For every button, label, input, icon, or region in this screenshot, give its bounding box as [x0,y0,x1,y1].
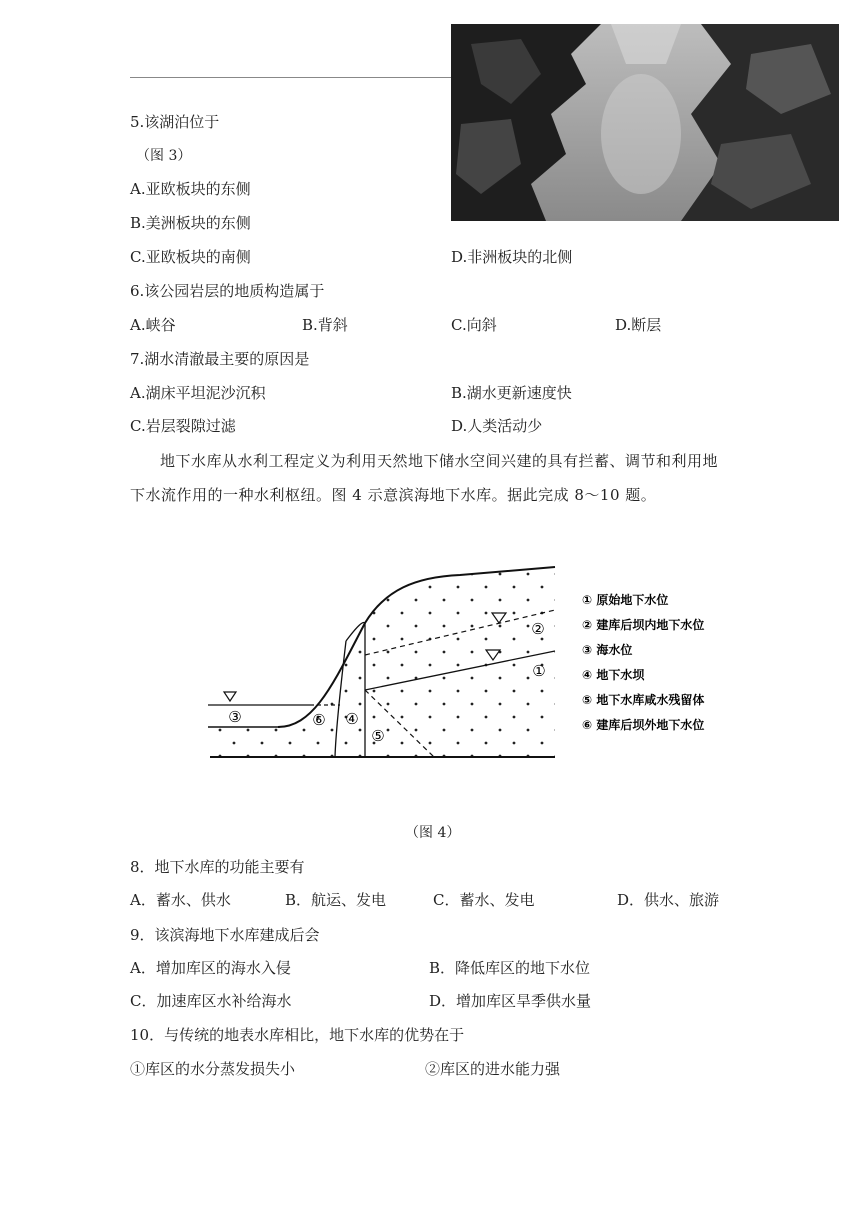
label-3: ③ [228,708,242,726]
q9-option-b: B．降低库区的地下水位 [429,959,591,977]
groundwater-reservoir-diagram [200,555,740,770]
q5-option-b: B.美洲板块的东侧 [130,214,251,232]
label-2: ② [531,620,545,638]
q9-option-d: D．增加库区旱季供水量 [429,992,592,1010]
label-1: ① [532,662,546,680]
figure3-caption: （图 3） [136,148,192,164]
label-6: ⑥ [312,711,326,729]
q7-stem: 7.湖水清澈最主要的原因是 [130,350,310,368]
figure4-caption: （图 4） [405,825,461,841]
q9-option-a: A．增加库区的海水入侵 [130,959,291,977]
q8-stem: 8．地下水库的功能主要有 [130,858,305,876]
legend-item-6: ⑥ 建库后坝外地下水位 [582,718,705,732]
q8-option-c: C．蓄水、发电 [433,891,535,909]
q10-item-1: ①库区的水分蒸发损失小 [130,1060,296,1078]
label-4: ④ [345,710,359,728]
q9-stem: 9．该滨海地下水库建成后会 [130,926,320,944]
q5-option-c: C.亚欧板块的南侧 [130,248,251,266]
q5-option-d: D.非洲板块的北侧 [451,248,573,266]
q5-option-a: A.亚欧板块的东侧 [130,180,251,198]
q5-stem: 5.该湖泊位于 [130,113,220,131]
q7-option-c: C.岩层裂隙过滤 [130,417,236,435]
q6-option-d: D.断层 [615,316,662,334]
q6-option-b: B.背斜 [302,316,348,334]
q6-option-a: A.峡谷 [130,316,176,334]
q6-stem: 6.该公园岩层的地质构造属于 [130,282,325,300]
lake-canyon-photo [451,24,839,221]
q8-option-b: B．航运、发电 [285,891,387,909]
header-rule [130,77,452,78]
legend-item-1: ① 原始地下水位 [582,593,669,607]
legend-item-5: ⑤ 地下水库咸水残留体 [582,693,705,707]
q10-stem: 10．与传统的地表水库相比，地下水库的优势在于 [130,1026,465,1044]
q7-option-d: D.人类活动少 [451,417,543,435]
q10-item-2: ②库区的进水能力强 [425,1060,561,1078]
legend-item-3: ③ 海水位 [582,643,633,657]
label-5: ⑤ [371,727,385,745]
passage-text: 地下水库从水利工程定义为利用天然地下储水空间兴建的具有拦蓄、调节和利用地下水流作用的一种水利枢纽。图 4 示意滨海地下水库。据此完成 8～10 题。 [130,452,719,504]
q8-option-d: D．供水、旅游 [617,891,720,909]
q8-option-a: A．蓄水、供水 [130,891,231,909]
legend-item-2: ② 建库后坝内地下水位 [582,618,705,632]
legend-item-4: ④ 地下水坝 [582,668,645,682]
q7-option-b: B.湖水更新速度快 [451,384,572,402]
q6-option-c: C.向斜 [451,316,497,334]
q7-option-a: A.湖床平坦泥沙沉积 [130,384,266,402]
q9-option-c: C．加速库区水补给海水 [130,992,292,1010]
